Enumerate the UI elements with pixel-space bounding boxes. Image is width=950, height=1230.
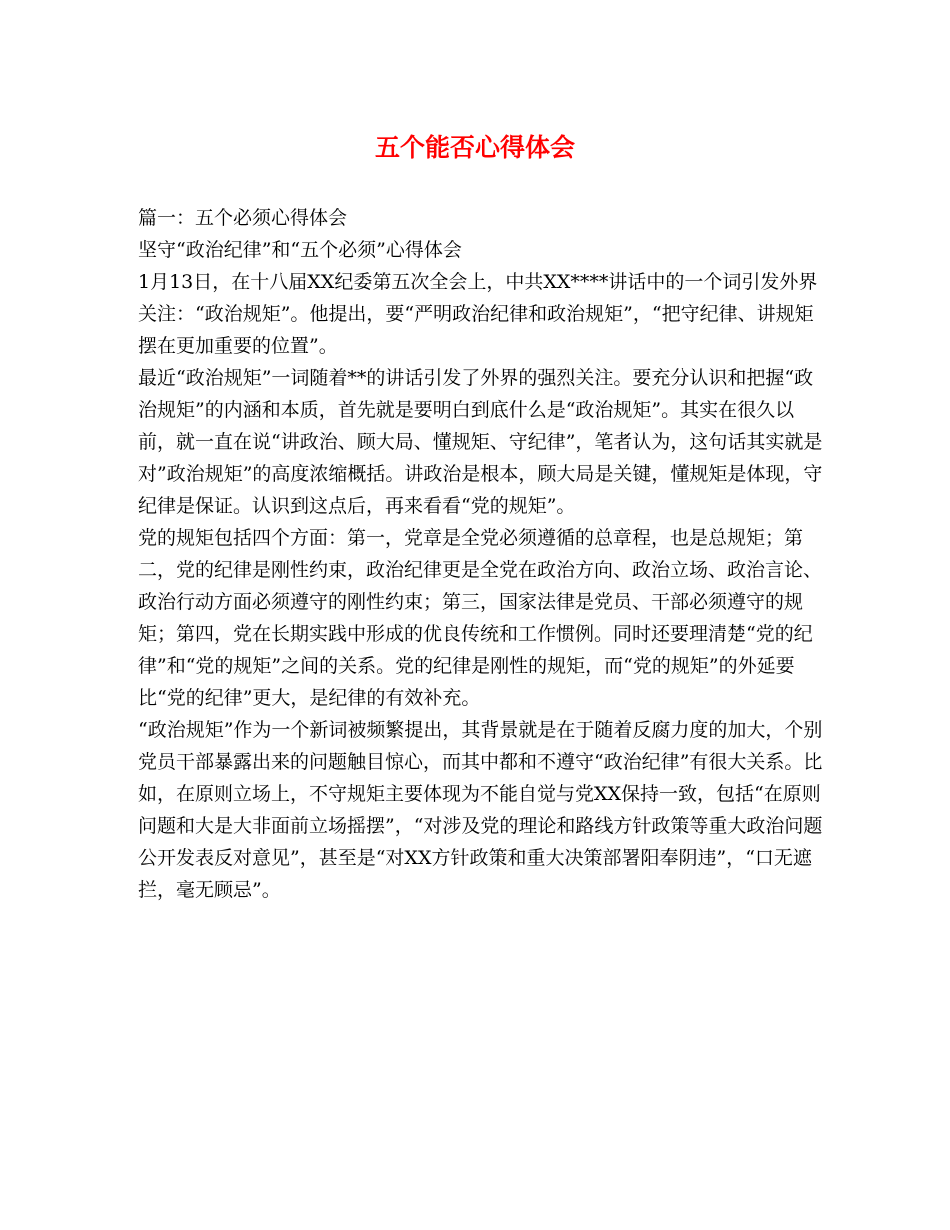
paragraph: 1月13日，在十八届XX纪委第五次全会上，中共XX****讲话中的一个词引发外界关注：“政治规矩”。他提出，要“严明政治纪律和政治规矩”，“把守纪律、讲规矩摆在更加重要的位置”。 — [138, 271, 818, 357]
paragraph: “政治规矩”作为一个新词被频繁提出，其背景就是在于随着反腐力度的加大，个别党员干部暴露出来的问题触目惊心，而其中都和不遵守“政治纪律”有很大关系。比如，在原则立场上，不守规矩主要体现为不能自觉与党XX保持一致，包括“在原则问题和大是大非面前立场摇摆”，“对涉及党的理论和路线方针政策等重大政治问题公开发表反对意见”，甚至是“对XX方针政策和重大决策部署阳奉阴违”，“口无遮拦，毫无顾忌”。 — [138, 719, 823, 901]
document-body — [138, 202, 828, 906]
paragraph: 最近“政治规矩”一词随着**的讲话引发了外界的强烈关注。要充分认识和把握“政治规矩”的内涵和本质，首先就是要明白到底什么是“政治规矩”。其实在很久以前，就一直在说“讲政治、顾大局、懂规矩、守纪律”，笔者认为，这句话其实就是对”政治规矩”的高度浓缩概括。讲政治是根本，顾大局是关键，懂规矩是体现，守纪律是保证。认识到这点后，再来看看“党的规矩”。 — [138, 367, 823, 517]
article-subtitle: 坚守“政治纪律”和“五个必须”心得体会 — [138, 239, 462, 261]
document-title: 五个能否心得体会 — [374, 133, 575, 162]
section-heading: 篇一：五个必须心得体会 — [138, 207, 348, 229]
paragraph: 党的规矩包括四个方面：第一，党章是全党必须遵循的总章程，也是总规矩；第二，党的纪律是刚性约束，政治纪律更是全党在政治方向、政治立场、政治言论、政治行动方面必须遵守的刚性约束；第三，国家法律是党员、干部必须遵守的规矩；第四，党在长期实践中形成的优良传统和工作惯例。同时还要理清楚“党的纪律”和“党的规矩”之间的关系。党的纪律是刚性的规矩，而“党的规矩”的外延要比“党的纪律”更大，是纪律的有效补充。 — [138, 527, 823, 709]
